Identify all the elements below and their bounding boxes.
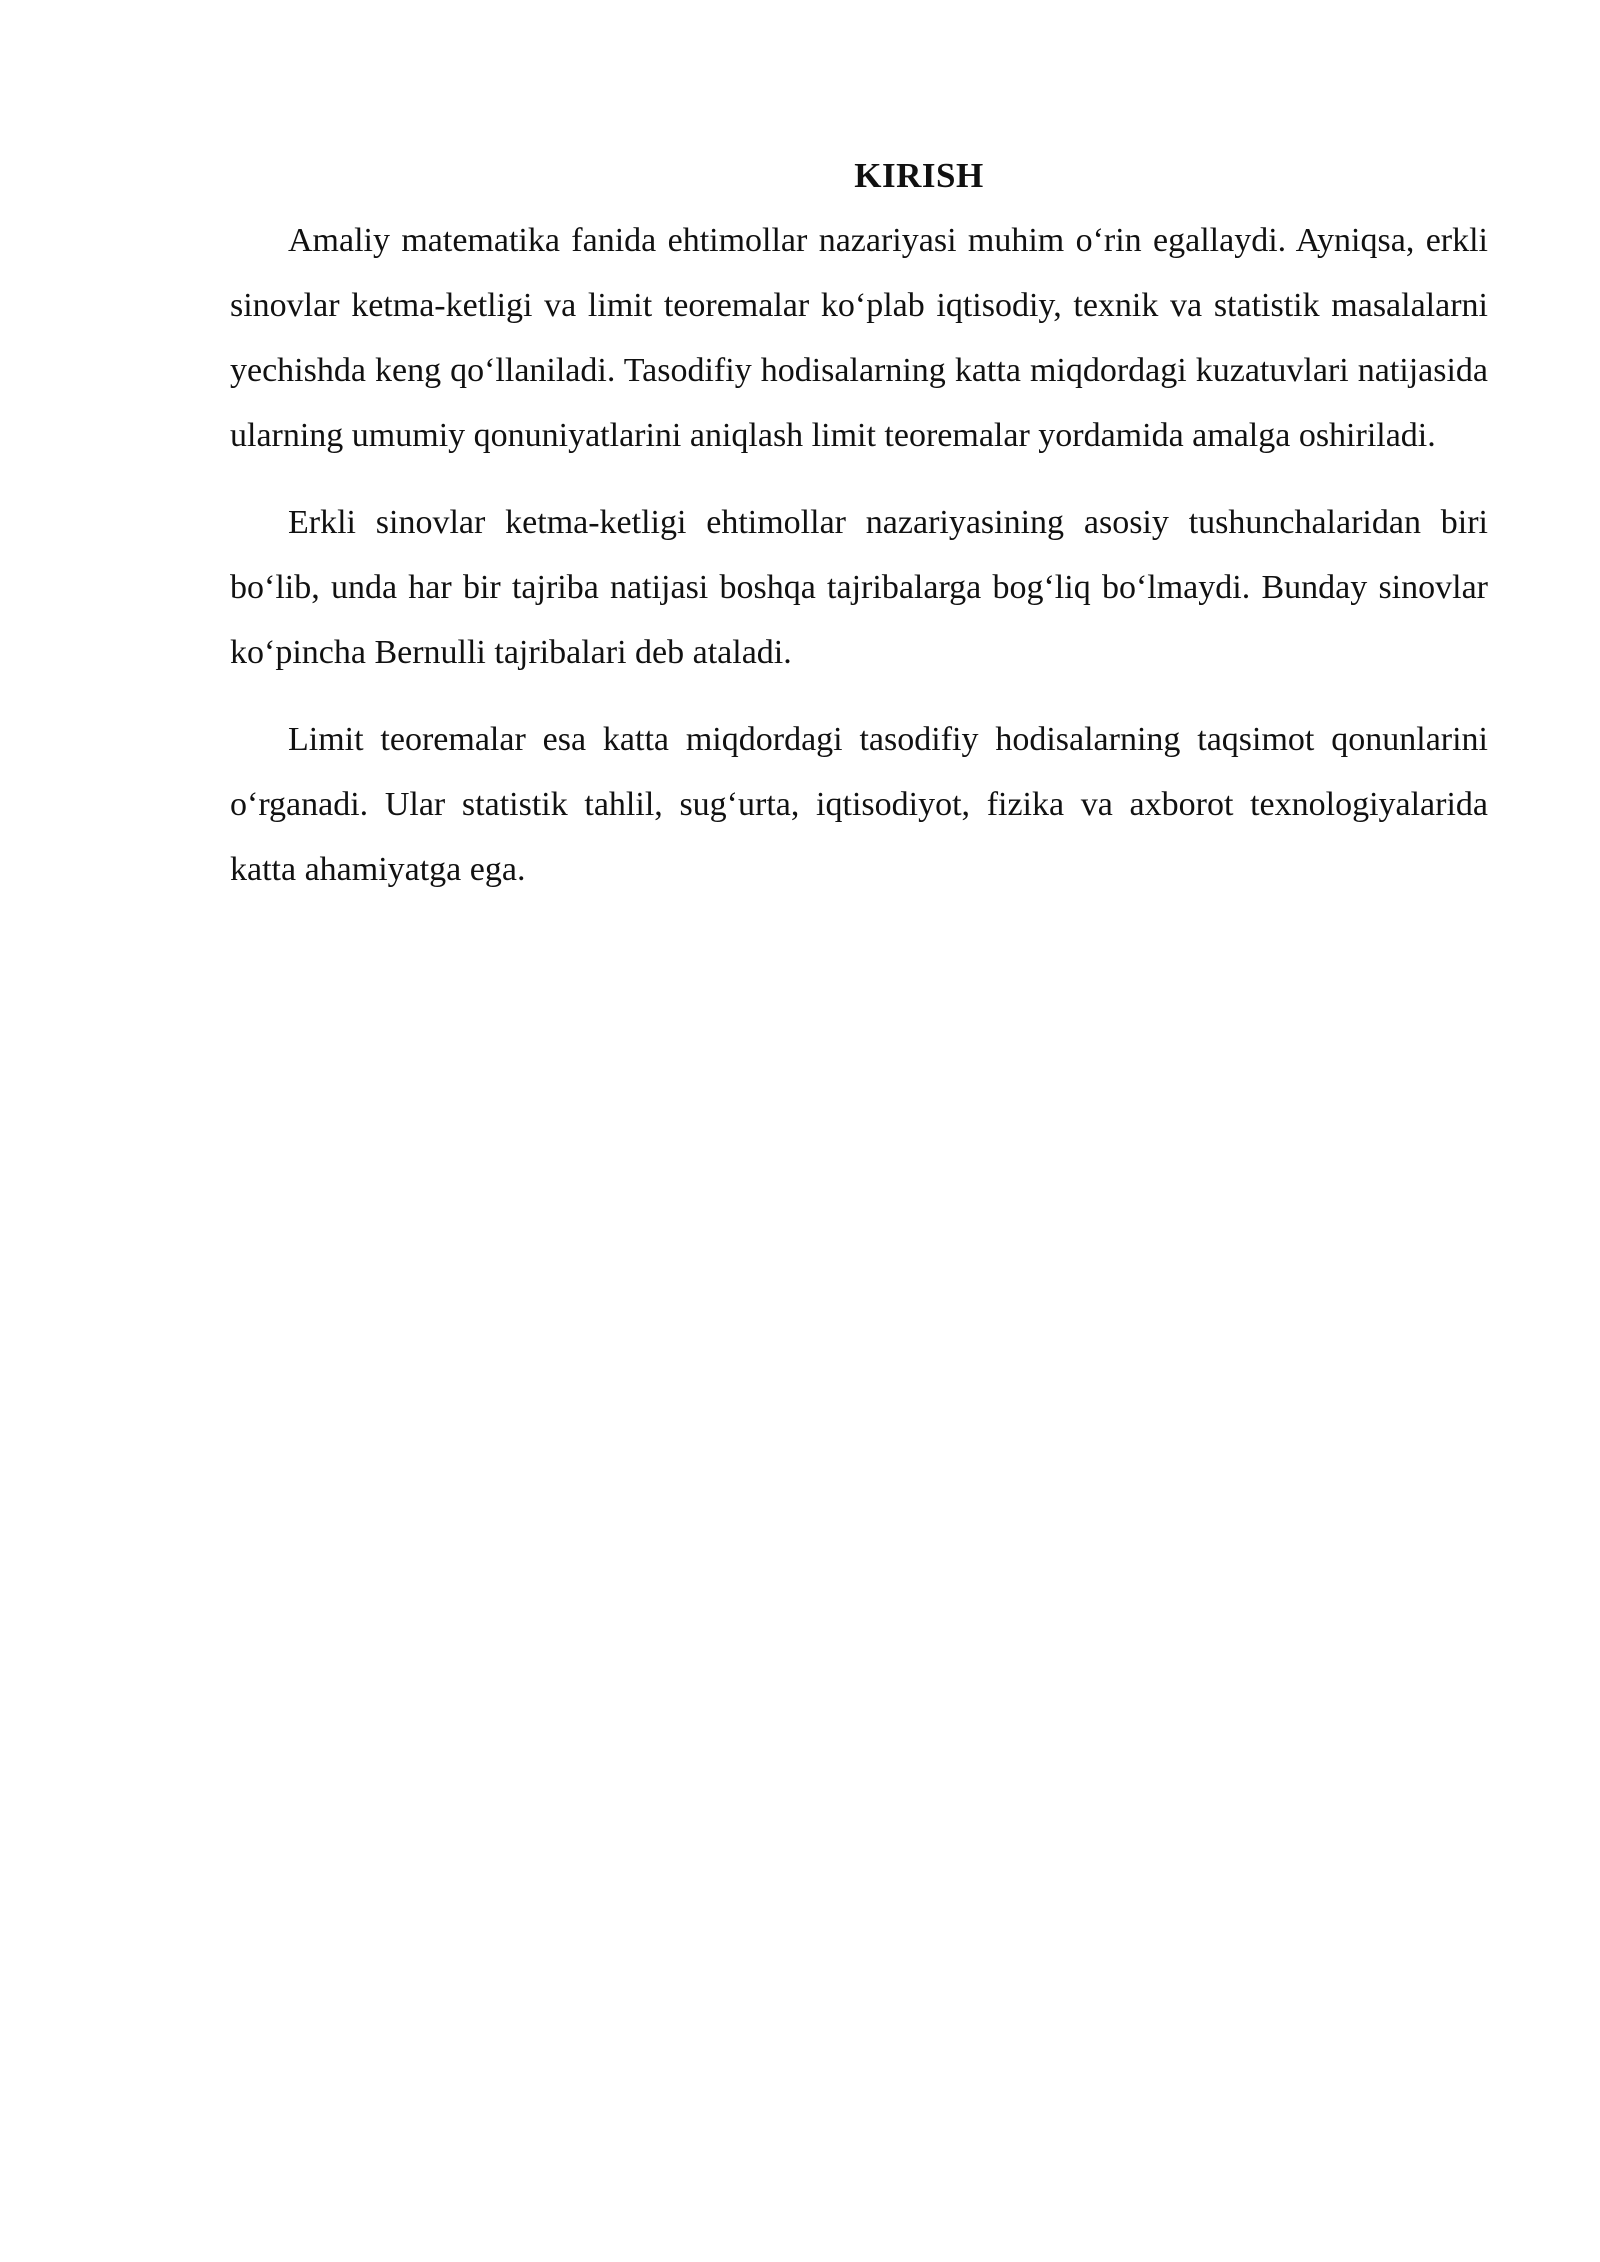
paragraph-limit-theorems: Limit teoremalar esa katta miqdordagi tasodifiy hodisalarning taqsimot qonunlarini o‘rganadi. Ular statistik tahlil, sug‘urta, iqtisodiyot, fizika va axborot texnologiyalarida katta ahamiyatga ega.	[230, 721, 1488, 888]
paragraph-independent-trials: Erkli sinovlar ketma-ketligi ehtimollar nazariyasining asosiy tushunchalaridan biri bo‘lib, unda har bir tajriba natijasi boshqa tajribalarga bog‘liq bo‘lmaydi. Bunday sinovlar ko‘pincha Bernulli tajribalari deb ataladi.	[230, 504, 1488, 671]
paragraph-intro: Amaliy matematika fanida ehtimollar nazariyasi muhim o‘rin egallaydi. Ayniqsa, erkli sinovlar ketma-ketligi va limit teoremalar ko‘plab iqtisodiy, texnik va statistik masalalarni yechishda keng qo‘llaniladi. Tasodifiy hodisalarning katta miqdordagi kuzatuvlari natijasida ularning umumiy qonuniyatlarini aniqlash limit teoremalar yordamida amalga oshiriladi.	[230, 222, 1488, 454]
section-heading: KIRISH	[854, 156, 984, 195]
page-content	[230, 150, 1488, 924]
